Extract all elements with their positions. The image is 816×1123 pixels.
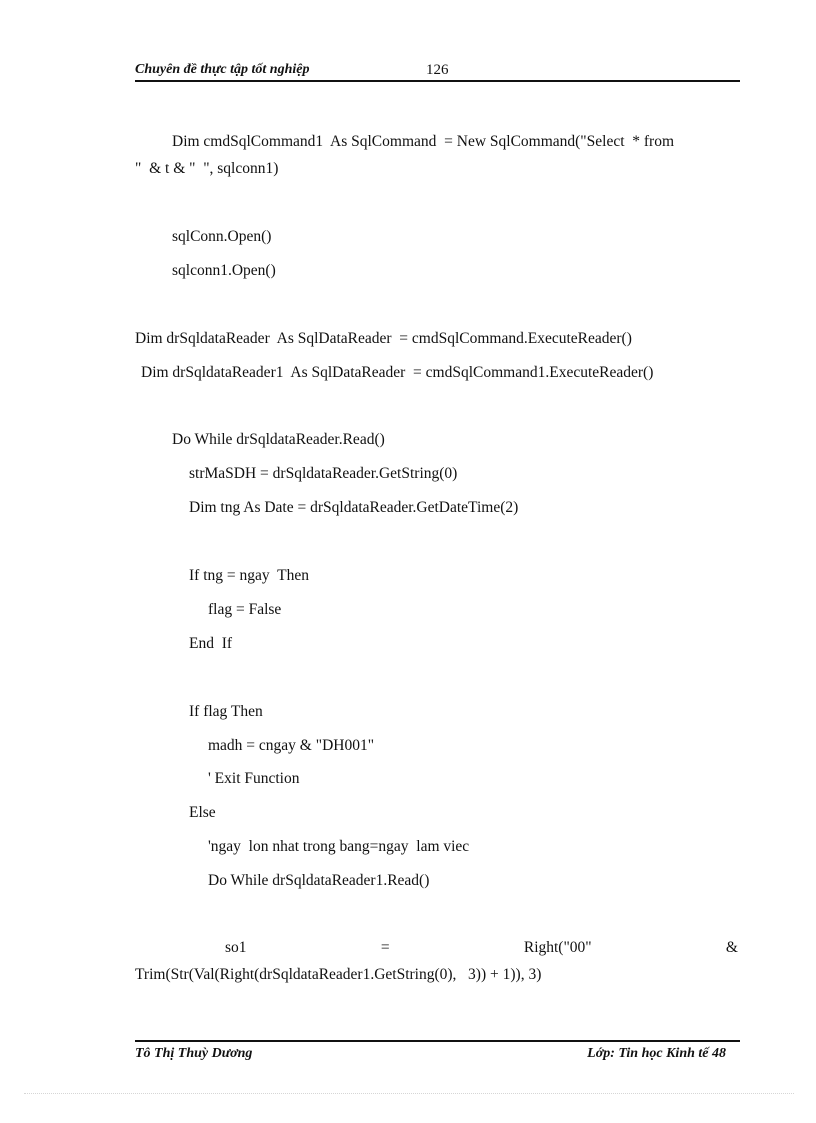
footer-class: Lớp: Tin học Kinh tế 48 — [587, 1046, 726, 1061]
code-token: & — [725, 939, 738, 956]
code-line: If flag Then — [189, 703, 263, 720]
code-line: ' Exit Function — [208, 770, 300, 787]
code-line: If tng = ngay Then — [189, 567, 309, 584]
header-title: Chuyên đề thực tập tốt nghiệp — [135, 62, 310, 77]
code-line: 'ngay lon nhat trong bang=ngay lam viec — [208, 838, 470, 855]
code-token: = — [380, 939, 390, 956]
code-line: Dim drSqldataReader1 As SqlDataReader = cmdSqlCommand1.ExecuteReader() — [141, 364, 654, 381]
code-line-justified — [135, 938, 738, 958]
code-line: Do While drSqldataReader.Read() — [172, 431, 385, 448]
code-line: madh = cngay & "DH001" — [208, 737, 375, 754]
code-line: strMaSDH = drSqldataReader.GetString(0) — [189, 465, 458, 482]
code-line: Else — [189, 804, 216, 821]
code-line: sqlconn1.Open() — [172, 262, 276, 279]
code-line: End If — [189, 635, 233, 652]
code-line: Dim drSqldataReader As SqlDataReader = cmdSqlCommand.ExecuteReader() — [135, 330, 632, 347]
code-line: Trim(Str(Val(Right(drSqldataReader1.GetString(0), 3)) + 1)), 3) — [135, 966, 542, 983]
code-token: Right("00" — [523, 939, 592, 956]
page-number: 126 — [426, 62, 449, 78]
footer-rule — [135, 1040, 740, 1042]
code-line: " & t & " ", sqlconn1) — [135, 160, 279, 177]
code-line: Dim tng As Date = drSqldataReader.GetDateTime(2) — [189, 499, 519, 516]
code-line: sqlConn.Open() — [172, 228, 272, 245]
code-line: Do While drSqldataReader1.Read() — [208, 872, 430, 889]
page-edge-dots — [24, 1093, 794, 1094]
code-token: so1 — [225, 939, 247, 956]
code-line: flag = False — [208, 601, 282, 618]
header-rule — [135, 80, 740, 82]
footer-author: Tô Thị Thuỳ Dương — [135, 1046, 253, 1061]
code-line: Dim cmdSqlCommand1 As SqlCommand = New SqlCommand("Select * from — [172, 133, 675, 150]
